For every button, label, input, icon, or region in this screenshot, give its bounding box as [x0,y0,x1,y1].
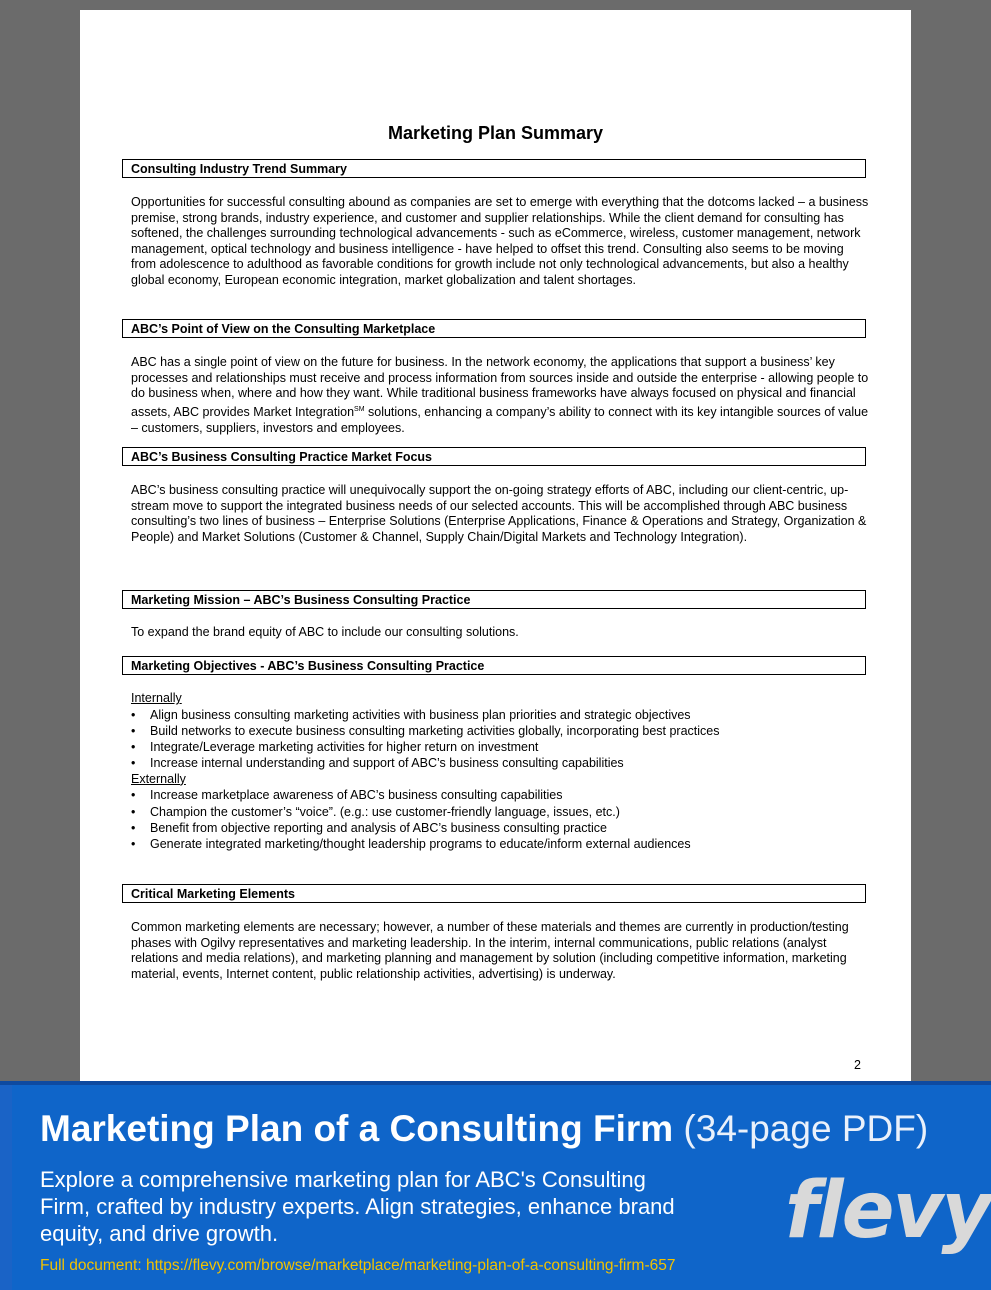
section-body-industry-trend [131,195,871,289]
list-item: • Increase marketplace awareness of ABC’s business consulting capabilities [131,787,871,803]
externally-label: Externally [131,771,186,786]
internally-label: Internally [131,691,182,705]
page-number: 2 [854,1058,861,1072]
section-body-marketing-objectives [131,691,871,853]
banner-title-suffix: (34-page PDF) [673,1108,929,1149]
section-body-critical-elements [131,920,871,982]
paragraph: Opportunities for successful consulting abound as companies are set to emerge with everything that the dotcoms lacked – a business premise, strong brands, industry experience, and customer and supplier relationships. While the client demand for consulting has softened, the challenges surrounding technological advancements - such as eCommerce, wireless, customer management, network management, optical technology and business intelligence - have helped to offset this trend. Consulting also seems to be moving from adolescence to adulthood as favorable conditions for growth include not only technological advancements, but also a healthy global economy, European economic integration, market globalization and talent shortages. [131,195,869,287]
paragraph: To expand the brand equity of ABC to include our consulting solutions. [131,625,519,639]
paragraph: Common marketing elements are necessary; however, a number of these materials and themes are currently in production/testing phases with Ogilvy representatives and marketing leadership. In the interim, internal communications, public relations (analyst relations and media relations), and marketing planning and management by solution (including competitive information, marketing material, events, Internet content, public relationship activities, advertising) is underway. [131,920,849,981]
list-item: • Champion the customer’s “voice”. (e.g.: use customer-friendly language, issues, etc.) [131,804,871,820]
list-item: • Generate integrated marketing/thought leadership programs to educate/inform external audiences [131,836,871,852]
list-item: • Align business consulting marketing activities with business plan priorities and strategic objectives [131,707,871,723]
section-heading-critical-elements: Critical Marketing Elements [122,884,866,903]
superscript: SM [354,405,365,413]
section-body-point-of-view [131,355,871,436]
section-body-market-focus [131,483,871,545]
list-item: • Increase internal understanding and support of ABC’s business consulting capabilities [131,755,871,771]
list-item: • Integrate/Leverage marketing activities for higher return on investment [131,739,871,755]
paragraph: ABC’s business consulting practice will unequivocally support the on-going strategy efforts of ABC, including our client-centric, up-stream move to support the integrated business needs of our selected accounts. This will be accomplished through ABC business consulting’s two lines of business – Enterprise Solutions (Enterprise Applications, Finance & Operations and Strategy, Organization & People) and Market Solutions (Customer & Channel, Supply Chain/Digital Markets and Technology Integration). [131,483,867,544]
section-heading-marketing-objectives: Marketing Objectives - ABC’s Business Consulting Practice [122,656,866,675]
page-title: Marketing Plan Summary [387,123,604,143]
flevy-logo[interactable]: flevy [785,1166,991,1256]
paragraph-part: ABC has a single point of view on the future for business. In the network economy, the applications that support a business’ key processes and relationships must receive and process information from sources inside and outside the enterprise - allowing people to do business when, where and how they want. While traditional business frameworks have always focused on physical and financial assets, ABC provides Market Integration [131,355,869,419]
paragraph [131,355,871,436]
section-heading-point-of-view: ABC’s Point of View on the Consulting Marketplace [122,319,866,338]
banner-title-main: Marketing Plan of a Consulting Firm [40,1108,674,1149]
external-objectives-list [131,787,871,852]
section-heading-market-focus: ABC’s Business Consulting Practice Market Focus [122,447,866,466]
full-document-link[interactable]: Full document: https://flevy.com/browse/marketplace/marketing-plan-of-a-consulting-firm-657 [40,1257,676,1274]
section-heading-marketing-mission: Marketing Mission – ABC’s Business Consulting Practice [122,590,866,609]
list-item: • Build networks to execute business consulting marketing activities globally, incorporating best practices [131,723,871,739]
list-item: • Benefit from objective reporting and analysis of ABC’s business consulting practice [131,820,871,836]
internal-objectives-list [131,707,871,772]
document-page [80,10,911,1082]
section-heading-industry-trend: Consulting Industry Trend Summary [122,159,866,178]
paragraph-part: solutions, enhancing a company’s ability to connect with its key intangible sources of value – customers, suppliers, investors and employees. [131,404,869,435]
banner-title [40,1108,928,1150]
banner-description: Explore a comprehensive marketing plan for ABC's Consulting Firm, crafted by industry experts. Align strategies, enhance brand equity, and drive growth. [40,1167,675,1246]
section-body-marketing-mission [131,625,871,641]
